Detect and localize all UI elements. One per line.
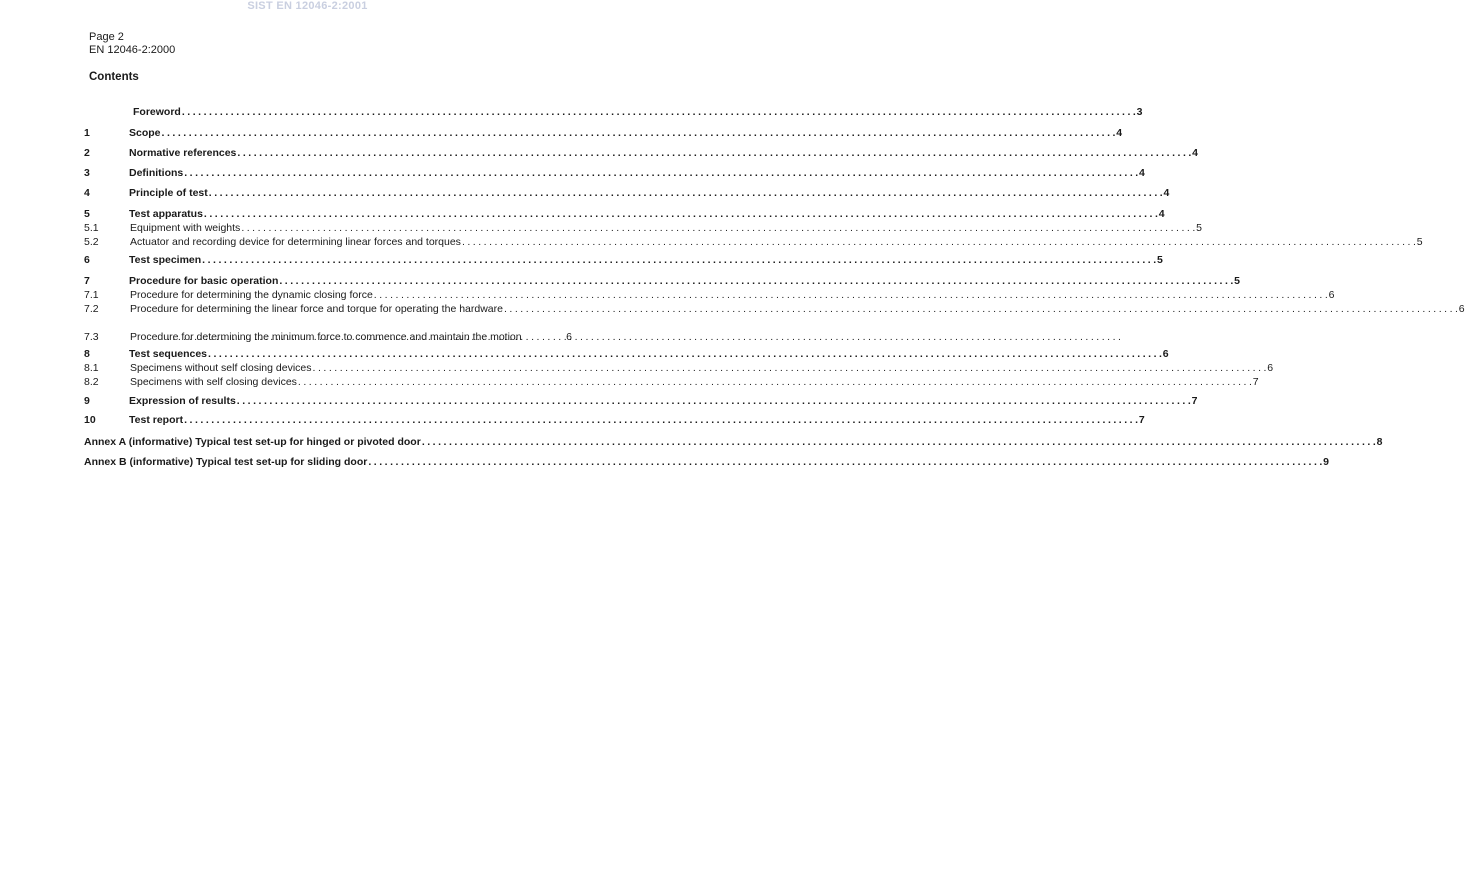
toc-entry-page: 5 (1416, 236, 1423, 248)
toc-entry-page: 5 (1196, 222, 1202, 234)
toc-entry-title: Procedure for basic operation (129, 275, 279, 287)
toc-dot-leader (313, 362, 1267, 374)
toc-entry-title: Specimens with self closing devices (130, 376, 297, 388)
toc-entry[interactable] (84, 414, 1145, 426)
toc-entry-number: 10 (84, 414, 96, 426)
toc-entry[interactable] (84, 222, 1202, 234)
toc-entry-page: 6 (566, 331, 572, 343)
toc-dot-leader (368, 456, 1322, 468)
toc-dot-leader (184, 414, 1138, 426)
toc-entry-title: Actuator and recording device for determining linear forces and torques (130, 236, 461, 248)
toc-dot-leader (182, 106, 1136, 118)
toc-entry-title: Test report (129, 414, 184, 426)
toc-entry-title: Annex B (informative) Typical test set-up for sliding door (84, 456, 368, 468)
toc-dot-leader (298, 376, 1252, 388)
toc-dot-leader (204, 208, 1158, 220)
toc-entry-number: 7.1 (84, 289, 99, 301)
toc-dot-leader (504, 303, 1458, 315)
toc-dot-leader (208, 348, 1162, 360)
toc-entry-page: 7 (1138, 414, 1145, 426)
toc-entry-page: 4 (1116, 127, 1123, 139)
toc-entry-number: 8.2 (84, 376, 99, 388)
toc-entry-page: 7 (1191, 395, 1198, 407)
toc-entry-number: 6 (84, 254, 90, 266)
toc-dot-leader (209, 187, 1163, 199)
toc-entry-title: Annex A (informative) Typical test set-up for hinged or pivoted door (84, 436, 421, 448)
toc-dot-leader (374, 289, 1328, 301)
toc-entry[interactable] (84, 317, 572, 343)
toc-entry[interactable] (84, 254, 1163, 266)
toc-entry[interactable] (84, 236, 1423, 248)
toc-entry-number: 1 (84, 127, 90, 139)
toc-entry-page: 4 (1163, 187, 1170, 199)
toc-entry-page: 4 (1139, 167, 1145, 179)
toc-entry-number: 8 (84, 348, 90, 360)
toc-entry-page: 6 (1328, 289, 1335, 301)
toc-entry-number: 4 (84, 187, 90, 199)
toc-entry-number: 7 (84, 275, 90, 287)
toc-entry-page: 9 (1323, 456, 1329, 468)
toc-entry-title: Test sequences (129, 348, 208, 360)
toc-entry-page: 8 (1376, 436, 1383, 448)
toc-entry-page: 6 (1162, 348, 1169, 360)
toc-dot-leader (422, 436, 1376, 448)
toc-entry-number: 8.1 (84, 362, 99, 374)
toc-entry-title: Specimens without self closing devices (130, 362, 312, 374)
toc-entry-page: 3 (1136, 106, 1143, 118)
toc-entry-page: 6 (1267, 362, 1274, 374)
toc-dot-leader (167, 331, 561, 343)
toc-entry[interactable] (84, 362, 1274, 374)
toc-entry[interactable] (84, 167, 1145, 179)
toc-entry-number: 5 (84, 208, 90, 220)
toc-entry-title: Normative references (129, 147, 237, 159)
toc-entry[interactable] (84, 348, 1169, 360)
toc-entry-title: Test specimen (129, 254, 202, 266)
toc-entry-title: Definitions (129, 167, 184, 179)
toc-entry-page: 7 (1252, 376, 1259, 388)
toc-entry-title: Expression of results (129, 395, 236, 407)
toc-entry[interactable] (84, 147, 1198, 159)
toc-entry-page: 5 (1234, 275, 1240, 287)
toc-dot-leader (202, 254, 1156, 266)
toc-entry-title: Procedure for determining the minimum force to commence and maintain the motion (130, 331, 522, 343)
toc-entry[interactable] (84, 187, 1170, 199)
toc-dot-leader (241, 222, 1195, 234)
toc-entry-page: 6 (1458, 303, 1465, 315)
toc-entry[interactable] (84, 395, 1198, 407)
toc-entry-title: Procedure for determining the linear force and torque for operating the hardware (130, 303, 503, 315)
toc-entry-number: 5.1 (84, 222, 99, 234)
toc-entry-title: Scope (129, 127, 161, 139)
toc-dot-leader (162, 127, 1116, 139)
toc-entry[interactable] (88, 106, 1143, 118)
toc-entry-title: Equipment with weights (130, 222, 241, 234)
toc-entry-number: 5.2 (84, 236, 99, 248)
standard-number: EN 12046-2:2000 (89, 44, 176, 56)
toc-entry-page: 5 (1156, 254, 1163, 266)
toc-entry-number: 3 (84, 167, 90, 179)
toc-dot-leader (279, 275, 1233, 287)
toc-entry-title: Foreword (133, 106, 181, 118)
toc-entry[interactable] (84, 456, 1329, 468)
toc-dot-leader (462, 236, 1416, 248)
toc-entry[interactable] (84, 289, 1335, 301)
contents-heading: Contents (89, 71, 139, 83)
toc-entry[interactable] (84, 275, 1240, 287)
toc-entry[interactable] (84, 127, 1123, 139)
toc-dot-leader (184, 167, 1138, 179)
toc-dot-leader (237, 395, 1191, 407)
toc-entry-number: 7.2 (84, 303, 99, 315)
toc-entry-number: 7.3 (84, 331, 99, 343)
toc-entry[interactable] (84, 436, 1383, 448)
toc-entry-number: 9 (84, 395, 90, 407)
toc-entry[interactable] (84, 376, 1259, 388)
toc-entry-page: 4 (1192, 147, 1198, 159)
toc-entry-page: 4 (1158, 208, 1165, 220)
toc-dot-leader (237, 147, 1191, 159)
page-number: Page 2 (89, 31, 124, 43)
toc-entry[interactable] (84, 208, 1165, 220)
toc-entry-title: Test apparatus (129, 208, 203, 220)
toc-entry-title: Principle of test (129, 187, 208, 199)
toc-entry-number: 2 (84, 147, 90, 159)
toc-entry[interactable] (84, 303, 1465, 315)
toc-entry-title: Procedure for determining the dynamic closing force (130, 289, 373, 301)
watermark: SIST EN 12046-2:2001 (247, 0, 368, 12)
